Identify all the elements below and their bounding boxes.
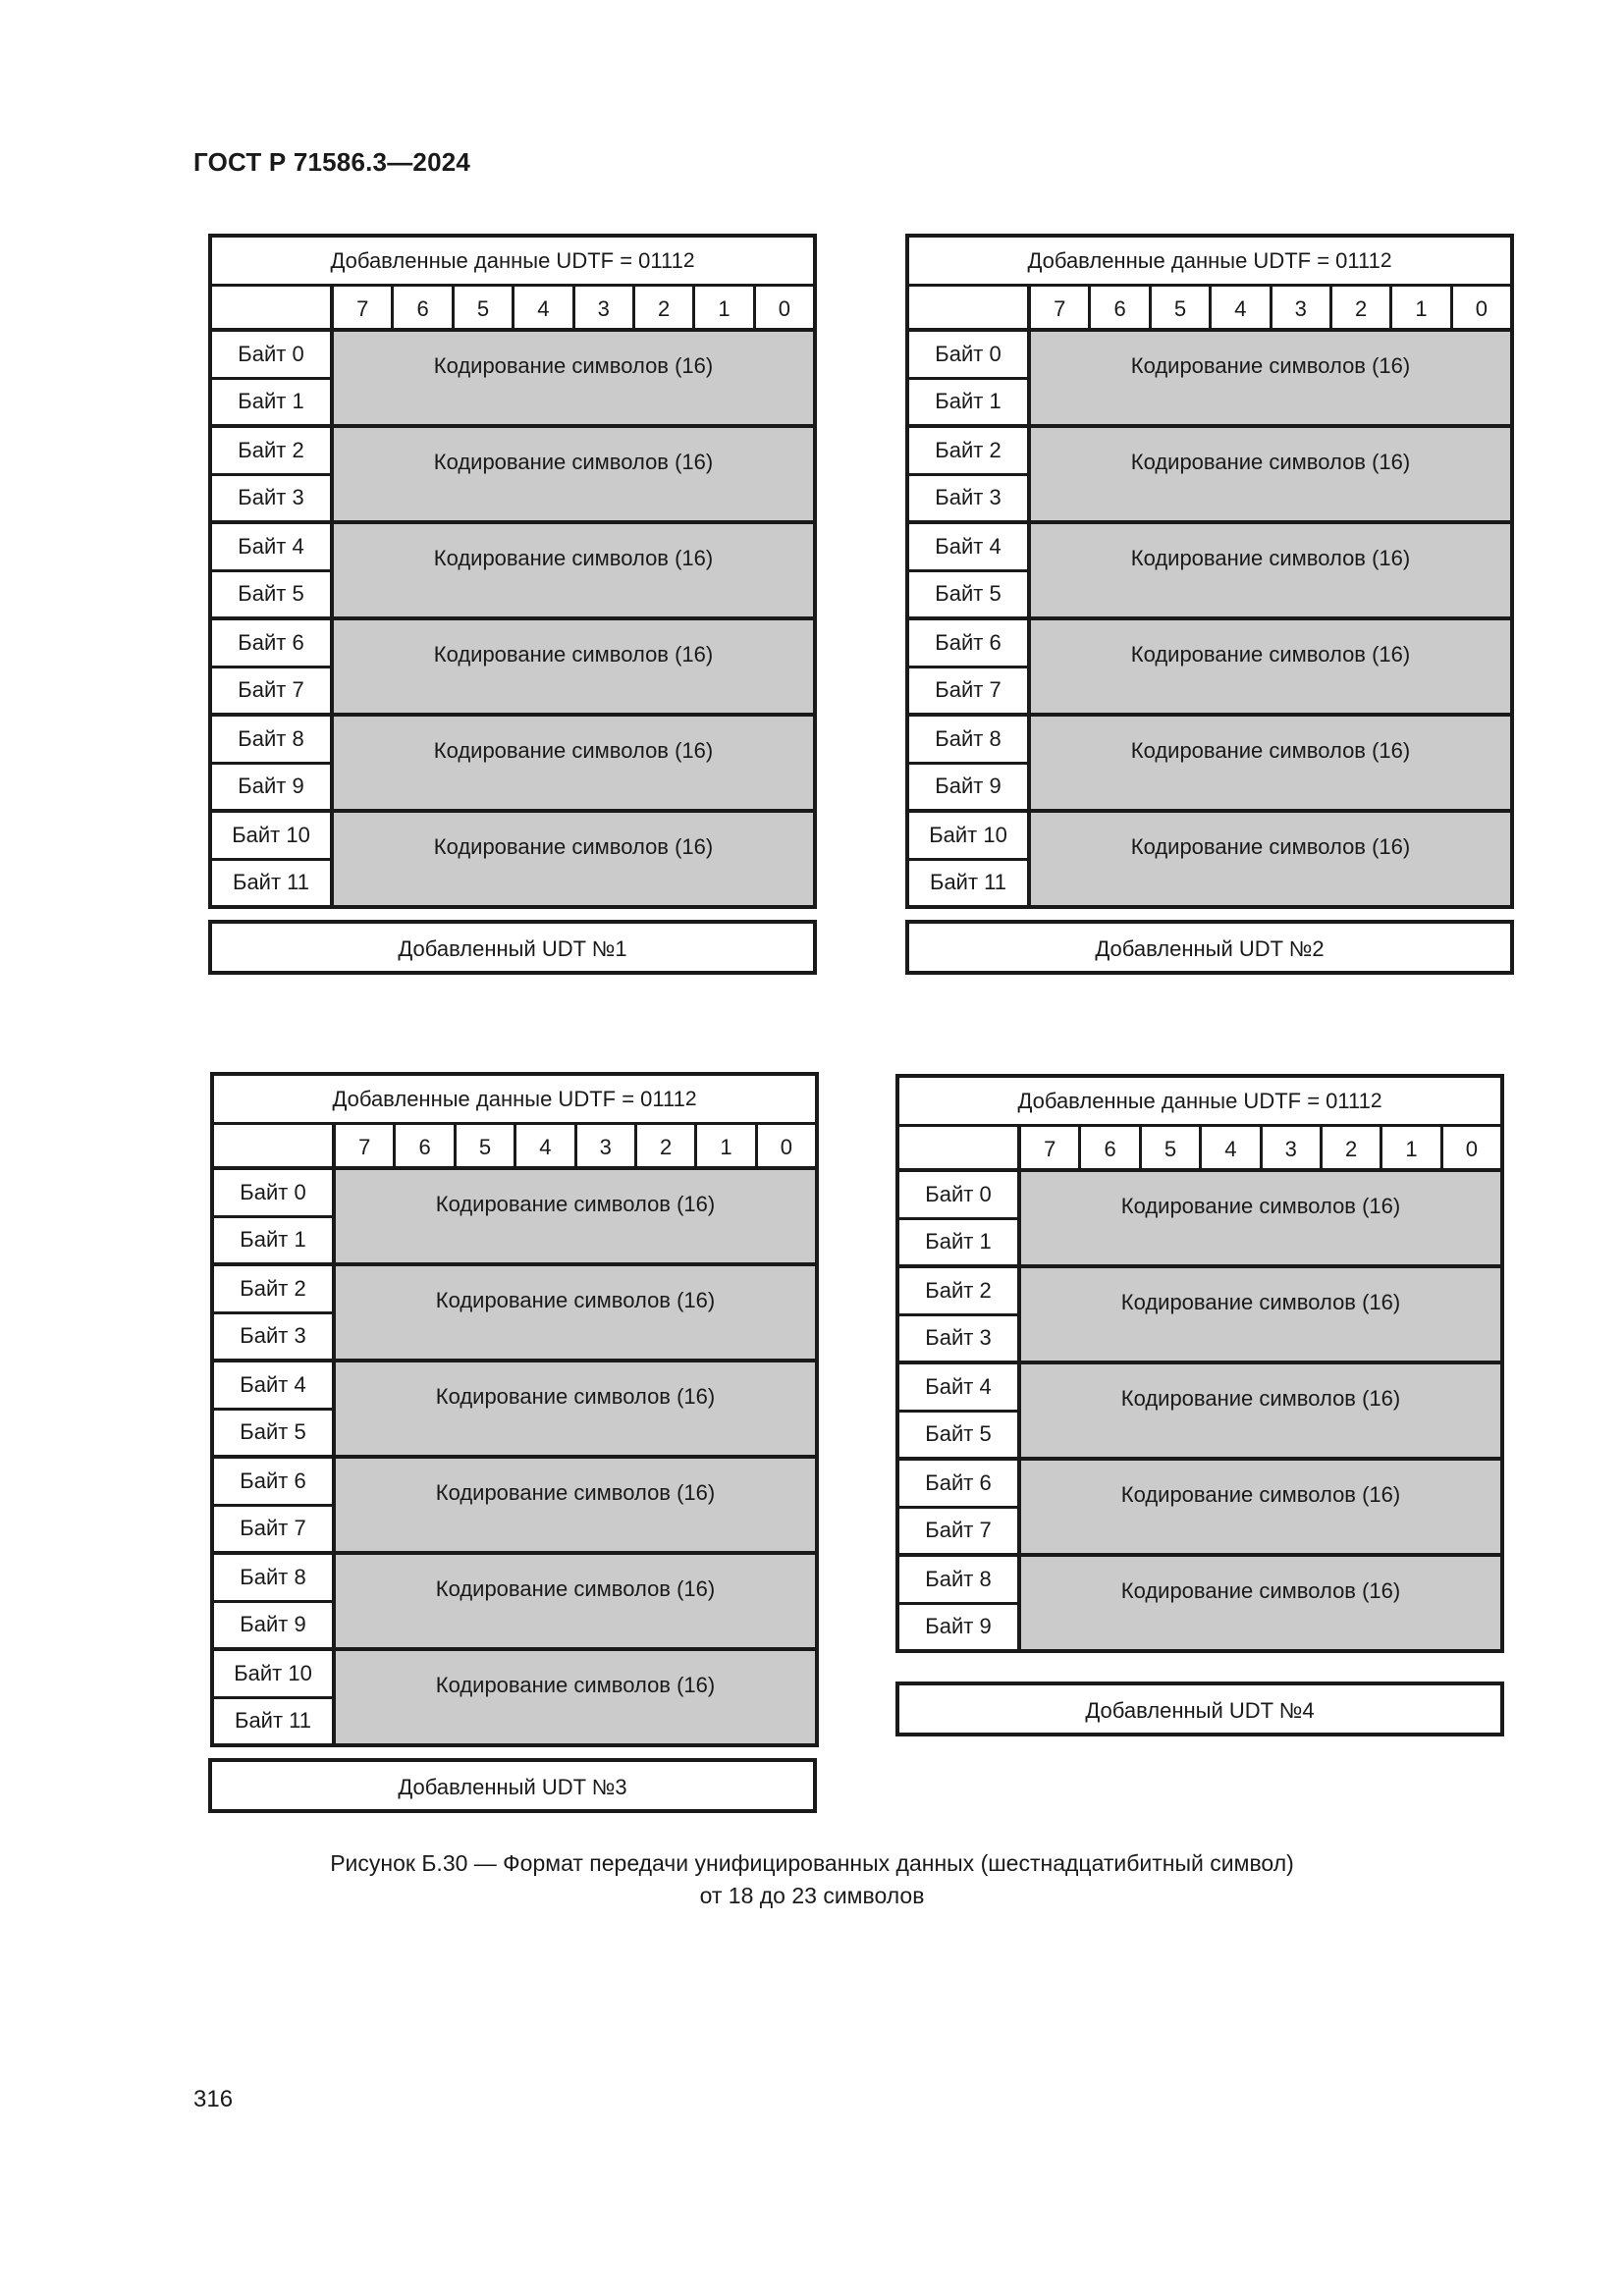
- byte-labels: [214, 1362, 336, 1455]
- encoding-cell: Кодирование символов (16): [336, 1459, 815, 1551]
- byte-group: [214, 1651, 815, 1743]
- byte-label: Байт 8: [212, 717, 330, 765]
- byte-label: Байт 6: [899, 1461, 1017, 1509]
- byte-group: [212, 428, 813, 524]
- byte-group: [909, 813, 1510, 905]
- byte-label: Байт 1: [925, 1229, 992, 1255]
- bit-number: 5: [1152, 287, 1212, 328]
- byte-group: [212, 524, 813, 620]
- byte-labels: [909, 524, 1031, 616]
- byte-labels: [909, 332, 1031, 424]
- byte-label: Байт 0: [909, 332, 1027, 380]
- udt-caption-4: Добавленный UDT №4: [895, 1682, 1504, 1736]
- byte-labels: [899, 1364, 1021, 1457]
- encoding-cell: Кодирование символов (16): [336, 1362, 815, 1455]
- byte-group: [212, 717, 813, 813]
- figure-caption: [0, 1847, 1624, 1912]
- byte-group: [899, 1172, 1500, 1268]
- byte-label: Байт 11: [930, 870, 1006, 895]
- byte-label: Байт 4: [909, 524, 1027, 572]
- bit-header-corner: [212, 287, 334, 328]
- byte-label: Байт 4: [212, 524, 330, 572]
- encoding-cell: Кодирование символов (16): [1021, 1364, 1500, 1457]
- udt-table-4: [895, 1074, 1504, 1653]
- byte-group: [909, 717, 1510, 813]
- bit-number: 7: [336, 1125, 396, 1166]
- byte-label: Байт 2: [212, 428, 330, 476]
- byte-group: [899, 1557, 1500, 1649]
- byte-group: [899, 1268, 1500, 1364]
- encoding-cell: Кодирование символов (16): [334, 620, 813, 713]
- byte-group: [909, 524, 1510, 620]
- encoding-cell: Кодирование символов (16): [336, 1266, 815, 1359]
- bit-number: 1: [695, 287, 755, 328]
- byte-labels: [214, 1170, 336, 1262]
- byte-label: Байт 4: [214, 1362, 332, 1411]
- byte-labels: [909, 813, 1031, 905]
- byte-label: Байт 3: [935, 485, 1001, 510]
- byte-label: Байт 9: [240, 1612, 306, 1637]
- bit-number: 5: [1142, 1127, 1202, 1168]
- udt-table-3: [210, 1072, 819, 1747]
- encoding-cell: Кодирование символов (16): [1031, 524, 1510, 616]
- encoding-cell: Кодирование символов (16): [1031, 332, 1510, 424]
- byte-group: [212, 813, 813, 905]
- byte-labels: [212, 524, 334, 616]
- encoding-cell: Кодирование символов (16): [1031, 717, 1510, 809]
- encoding-cell: Кодирование символов (16): [1021, 1172, 1500, 1264]
- byte-label: Байт 9: [935, 774, 1001, 799]
- figure-caption-line-1: Рисунок Б.30 — Формат передачи унифицированных данных (шестнадцатибитный символ): [330, 1850, 1294, 1876]
- bit-number: 0: [1475, 296, 1488, 321]
- encoding-cell: Кодирование символов (16): [334, 428, 813, 520]
- bit-number: 1: [1392, 287, 1452, 328]
- byte-label: Байт 8: [214, 1555, 332, 1603]
- byte-label: Байт 9: [925, 1614, 992, 1639]
- table-title-text: Добавленные данные UDTF = 0111: [330, 247, 683, 273]
- bit-header-corner: [909, 287, 1031, 328]
- bit-number: 2: [1323, 1127, 1382, 1168]
- byte-label: Байт 0: [899, 1172, 1017, 1220]
- bit-number: 3: [1272, 287, 1332, 328]
- bit-header-row: [212, 287, 813, 332]
- byte-label: Байт 1: [935, 389, 1001, 414]
- encoding-cell: Кодирование символов (16): [334, 813, 813, 905]
- byte-labels: [899, 1557, 1021, 1649]
- byte-label: Байт 2: [899, 1268, 1017, 1316]
- byte-label: Байт 6: [214, 1459, 332, 1507]
- bit-number: 2: [637, 1125, 697, 1166]
- bit-number: 6: [1081, 1127, 1141, 1168]
- byte-label: Байт 8: [909, 717, 1027, 765]
- byte-group: [214, 1362, 815, 1459]
- bit-number: 3: [575, 287, 635, 328]
- encoding-cell: Кодирование символов (16): [1031, 620, 1510, 713]
- byte-labels: [212, 428, 334, 520]
- bit-header-row: [899, 1127, 1500, 1172]
- byte-group: [899, 1364, 1500, 1461]
- encoding-cell: Кодирование символов (16): [336, 1170, 815, 1262]
- byte-labels: [214, 1555, 336, 1647]
- byte-label: Байт 5: [238, 581, 304, 607]
- byte-label: Байт 7: [240, 1516, 306, 1541]
- byte-labels: [212, 332, 334, 424]
- byte-labels: [899, 1172, 1021, 1264]
- byte-group: [909, 332, 1510, 428]
- bit-number: 3: [577, 1125, 637, 1166]
- bit-number: 1: [697, 1125, 757, 1166]
- bit-number: 4: [514, 287, 574, 328]
- byte-label: Байт 10: [909, 813, 1027, 861]
- encoding-cell: Кодирование символов (16): [1031, 428, 1510, 520]
- table-title: Добавленные данные UDTF = 0111 2: [899, 1078, 1500, 1127]
- bit-number: 4: [1202, 1127, 1262, 1168]
- udt-table-1: [208, 234, 817, 909]
- byte-label: Байт 10: [212, 813, 330, 861]
- byte-label: Байт 9: [238, 774, 304, 799]
- bit-number: 7: [1031, 287, 1091, 328]
- bit-number: 3: [1263, 1127, 1323, 1168]
- table-title: Добавленные данные UDTF = 0111 2: [212, 238, 813, 287]
- bit-number: 0: [780, 1135, 792, 1159]
- byte-label: Байт 7: [238, 677, 304, 703]
- table-title-text: Добавленные данные UDTF = 0111: [1017, 1088, 1371, 1113]
- byte-label: Байт 3: [238, 485, 304, 510]
- table-title-text: Добавленные данные UDTF = 0111: [1027, 247, 1380, 273]
- byte-labels: [909, 428, 1031, 520]
- byte-label: Байт 11: [233, 870, 309, 895]
- byte-labels: [899, 1461, 1021, 1553]
- udt-table-2: [905, 234, 1514, 909]
- encoding-cell: Кодирование символов (16): [1021, 1268, 1500, 1361]
- byte-label: Байт 5: [935, 581, 1001, 607]
- bit-header-row: [909, 287, 1510, 332]
- byte-label: Байт 1: [240, 1227, 306, 1253]
- encoding-cell: Кодирование символов (16): [334, 717, 813, 809]
- byte-group: [214, 1170, 815, 1266]
- byte-group: [212, 620, 813, 717]
- byte-group: [214, 1266, 815, 1362]
- encoding-cell: Кодирование символов (16): [1031, 813, 1510, 905]
- byte-group: [212, 332, 813, 428]
- byte-labels: [212, 717, 334, 809]
- byte-label: Байт 3: [240, 1323, 306, 1349]
- byte-label: Байт 4: [899, 1364, 1017, 1413]
- byte-group: [909, 620, 1510, 717]
- byte-label: Байт 11: [235, 1708, 311, 1734]
- byte-label: Байт 3: [925, 1325, 992, 1351]
- bit-number: 0: [778, 296, 790, 321]
- bit-number: 6: [1091, 287, 1151, 328]
- byte-label: Байт 1: [238, 389, 304, 414]
- bit-header-corner: [899, 1127, 1021, 1168]
- encoding-cell: Кодирование символов (16): [334, 524, 813, 616]
- byte-group: [899, 1461, 1500, 1557]
- byte-label: Байт 0: [212, 332, 330, 380]
- bit-number: 2: [1332, 287, 1392, 328]
- figure-caption-line-2: от 18 до 23 символов: [699, 1883, 925, 1908]
- table-title-text: Добавленные данные UDTF = 0111: [332, 1086, 685, 1111]
- byte-label: Байт 6: [909, 620, 1027, 668]
- byte-group: [214, 1555, 815, 1651]
- table-title: Добавленные данные UDTF = 0111 2: [909, 238, 1510, 287]
- byte-label: Байт 8: [899, 1557, 1017, 1605]
- udt-caption-3: Добавленный UDT №3: [208, 1758, 817, 1813]
- encoding-cell: Кодирование символов (16): [336, 1651, 815, 1743]
- bit-number: 4: [1212, 287, 1272, 328]
- byte-label: Байт 5: [240, 1419, 306, 1445]
- table-title: Добавленные данные UDTF = 0111 2: [214, 1076, 815, 1125]
- byte-labels: [212, 813, 334, 905]
- byte-labels: [909, 620, 1031, 713]
- byte-label: Байт 7: [925, 1518, 992, 1543]
- byte-labels: [899, 1268, 1021, 1361]
- byte-label: Байт 7: [935, 677, 1001, 703]
- byte-label: Байт 6: [212, 620, 330, 668]
- bit-header-corner: [214, 1125, 336, 1166]
- udt-caption-2: Добавленный UDT №2: [905, 920, 1514, 975]
- bit-number: 5: [455, 287, 514, 328]
- byte-labels: [909, 717, 1031, 809]
- byte-labels: [212, 620, 334, 713]
- byte-group: [909, 428, 1510, 524]
- byte-group: [214, 1459, 815, 1555]
- bit-number: 6: [396, 1125, 456, 1166]
- byte-label: Байт 5: [925, 1421, 992, 1447]
- bit-number: 0: [1465, 1137, 1478, 1161]
- bit-number: 1: [1382, 1127, 1442, 1168]
- byte-label: Байт 10: [214, 1651, 332, 1699]
- byte-labels: [214, 1651, 336, 1743]
- byte-label: Байт 2: [214, 1266, 332, 1314]
- document-header: ГОСТ Р 71586.3—2024: [193, 147, 471, 177]
- byte-label: Байт 2: [909, 428, 1027, 476]
- byte-labels: [214, 1459, 336, 1551]
- bit-number: 4: [516, 1125, 576, 1166]
- bit-number: 6: [394, 287, 454, 328]
- bit-number: 2: [635, 287, 695, 328]
- bit-number: 5: [457, 1125, 516, 1166]
- page-number: 316: [193, 2086, 234, 2112]
- bit-number: 7: [334, 287, 394, 328]
- encoding-cell: Кодирование символов (16): [1021, 1557, 1500, 1649]
- bit-number: 7: [1021, 1127, 1081, 1168]
- encoding-cell: Кодирование символов (16): [1021, 1461, 1500, 1553]
- encoding-cell: Кодирование символов (16): [334, 332, 813, 424]
- encoding-cell: Кодирование символов (16): [336, 1555, 815, 1647]
- byte-labels: [214, 1266, 336, 1359]
- byte-label: Байт 0: [214, 1170, 332, 1218]
- udt-caption-1: Добавленный UDT №1: [208, 920, 817, 975]
- bit-header-row: [214, 1125, 815, 1170]
